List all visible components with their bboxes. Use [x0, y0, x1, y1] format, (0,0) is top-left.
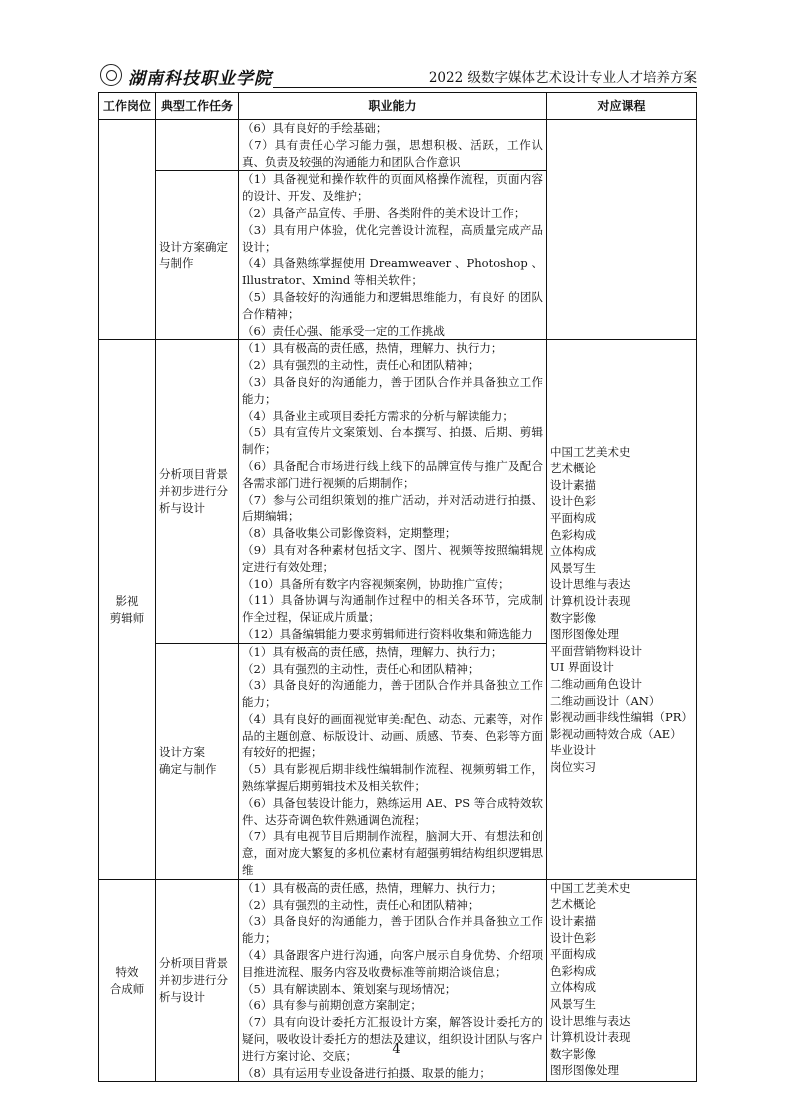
course-item: 二维动画角色设计	[550, 676, 642, 691]
ability-item: （1）具备视觉和操作软件的页面风格操作流程，页面内容的设计、开发、及维护；	[242, 172, 543, 204]
ability-item: （7）具有电视节目后期制作流程，脑洞大开、有想法和创意，面对庞大繁复的多机位素材有超强剪辑结构组织逻辑思维	[242, 829, 543, 878]
ability-item: （7）参与公司组织策划的推广活动，并对活动进行拍摄、后期编辑；	[242, 492, 543, 524]
ability-item: （12）具备编辑能力要求剪辑师进行资料收集和筛选能力	[242, 626, 533, 641]
page-header	[95, 64, 697, 90]
course-item: 艺术概论	[550, 897, 596, 912]
ability-item: （4）具备跟客户进行沟通，向客户展示自身优势、介绍项目推进流程、服务内容及收费标准等前期洽谈信息；	[242, 948, 543, 979]
header-task: 典型工作任务	[156, 93, 239, 120]
header-rule	[273, 87, 697, 88]
ability-item: （4）具备熟练掌握使用 Dreamweaver 、Photoshop 、Illustrator、Xmind 等相关软件；	[242, 256, 543, 288]
ability-item: （7）具有向设计委托方汇报设计方案，解答设计委托方的疑问，吸收设计委托方的想法及建议，组织设计团队与客户进行方案讨论、交底；	[242, 1015, 543, 1063]
ability-item: （9）具有对各种素材包括文字、图片、视频等按照编辑规定进行有效处理；	[242, 542, 543, 574]
ability-item: （6）具有良好的手绘基础；	[242, 121, 388, 135]
course-item: 风景写生	[550, 560, 596, 575]
course-item: 色彩构成	[550, 963, 596, 978]
course-item: 岗位实习	[550, 759, 596, 774]
ability-item: （3）具备良好的沟通能力，善于团队合作并具备独立工作能力；	[242, 374, 543, 406]
courses-cell	[547, 120, 697, 340]
curriculum-table	[98, 92, 697, 1082]
position-cell: 影视 剪辑师	[99, 340, 156, 880]
course-item: 色彩构成	[550, 527, 596, 542]
ability-item: （3）具备良好的沟通能力，善于团队合作并具备独立工作能力；	[242, 678, 543, 710]
course-item: 设计思维与表达	[550, 577, 631, 592]
table-row	[99, 340, 697, 643]
header-ability: 职业能力	[239, 93, 547, 120]
course-item: 图形图像处理	[550, 1063, 619, 1078]
course-item: 设计素描	[550, 914, 596, 929]
ability-item: （4）具备业主或项目委托方需求的分析与解读能力；	[242, 408, 514, 423]
ability-item: （8）具有运用专业设备进行拍摄、取景的能力；	[242, 1065, 491, 1080]
course-item: UI 界面设计	[550, 660, 614, 675]
ability-item: （5）具有宣传片文案策划、台本撰写、拍摄、后期、剪辑制作；	[242, 425, 543, 457]
task-cell: 设计方案 确定与制作	[156, 643, 239, 879]
ability-item: （7）具有责任心学习能力强，思想积极、活跃，工作认真、负责及较强的沟通能力和团队合作意识	[242, 137, 543, 169]
task-cell: 分析项目背景并初步进行分析与设计	[156, 340, 239, 643]
course-item: 数字影像	[550, 610, 596, 625]
course-item: 设计色彩	[550, 930, 596, 945]
ability-item: （1）具有极高的责任感，热情，理解力、执行力；	[242, 341, 503, 356]
course-item: 平面构成	[550, 511, 596, 526]
position-cell	[99, 120, 156, 340]
course-item: 设计色彩	[550, 494, 596, 509]
ability-item: （2）具有强烈的主动性，责任心和团队精神；	[242, 897, 480, 912]
course-item: 设计思维与表达	[550, 1013, 631, 1028]
ability-item: （6）具有参与前期创意方案制定；	[242, 998, 422, 1013]
courses-cell	[547, 340, 697, 880]
ability-item: （6）具备包装设计能力，熟练运用 AE、PS 等合成特效软件、达芬奇调色软件熟通调色流程；	[242, 795, 543, 827]
header-position: 工作岗位	[99, 93, 156, 120]
ability-item: （1）具有极高的责任感，热情，理解力、执行力；	[242, 880, 503, 895]
course-item: 艺术概论	[550, 461, 596, 476]
ability-item: （6）责任心强、能承受一定的工作挑战	[242, 323, 445, 338]
ability-item: （5）具有解读剧本、策划案与现场情况；	[242, 981, 457, 996]
course-item: 图形图像处理	[550, 627, 619, 642]
ability-item: （4）具有良好的画面视觉审美:配色、动态、元素等，对作品的主题创意、标版设计、动画、质感、节奏、色彩等方面有较好的把握；	[242, 711, 543, 760]
page-number: 4	[392, 1042, 401, 1057]
ability-item: （2）具有强烈的主动性，责任心和团队精神；	[242, 358, 480, 373]
ability-item: （11）具备协调与沟通制作过程中的相关各环节，完成制作全过程，保证成片质量；	[242, 593, 543, 625]
course-item: 计算机设计表现	[550, 594, 631, 609]
course-item: 风景写生	[550, 997, 596, 1012]
course-item: 设计素描	[550, 477, 596, 492]
course-item: 立体构成	[550, 544, 596, 559]
course-item: 中国工艺美术史	[550, 880, 631, 895]
ability-item: （10）具备所有数字内容视频案例，协助推广宣传；	[242, 576, 510, 591]
course-item: 立体构成	[550, 980, 596, 995]
course-item: 影视动画非线性编辑（PR）	[550, 710, 693, 725]
document-title: 2022 级数字媒体艺术设计专业人才培养方案	[428, 70, 697, 86]
task-cell: 设计方案确定与制作	[156, 171, 239, 340]
ability-item: （8）具备收集公司影像资料，定期整理；	[242, 526, 457, 541]
ability-item: （1）具有极高的责任感，热情，理解力、执行力；	[242, 644, 503, 659]
course-item: 二维动画设计（AN）	[550, 693, 661, 708]
ability-item: （5）具有影视后期非线性编辑制作流程、视频剪辑工作，熟练掌握后期剪辑技术及相关软件；	[242, 762, 543, 794]
task-cell: 分析项目背景并初步进行分析与设计	[156, 879, 239, 1082]
table-row	[99, 120, 697, 171]
course-item: 中国工艺美术史	[550, 444, 631, 459]
ability-cell	[239, 643, 547, 879]
school-seal-icon	[100, 64, 122, 86]
ability-cell	[239, 340, 547, 643]
course-item: 平面营销物料设计	[550, 643, 642, 658]
course-item: 数字影像	[550, 1046, 596, 1061]
table-header-row	[99, 93, 697, 120]
ability-item: （3）具备良好的沟通能力，善于团队合作并具备独立工作能力；	[242, 914, 543, 946]
position-cell: 特效 合成师	[99, 879, 156, 1082]
ability-item: （2）具有强烈的主动性，责任心和团队精神；	[242, 661, 480, 676]
ability-item: （5）具备较好的沟通能力和逻辑思维能力，有良好 的团队合作精神；	[242, 289, 543, 321]
school-logo-text: 湖南科技职业学院	[128, 69, 272, 89]
ability-cell	[239, 171, 547, 340]
ability-item: （2）具备产品宣传、手册、各类附件的美术设计工作；	[242, 205, 526, 220]
ability-cell	[239, 120, 547, 171]
course-item: 计算机设计表现	[550, 1030, 631, 1045]
ability-item: （6）具备配合市场进行线上线下的品牌宣传与推广及配合各需求部门进行视频的后期制作；	[242, 458, 543, 490]
task-cell	[156, 120, 239, 171]
header-courses: 对应课程	[547, 93, 697, 120]
course-item: 影视动画特效合成（AE）	[550, 726, 682, 741]
course-item: 平面构成	[550, 947, 596, 962]
course-item: 毕业设计	[550, 743, 596, 758]
ability-item: （3）具有用户体验，优化完善设计流程，高质量完成产品设计；	[242, 222, 543, 254]
